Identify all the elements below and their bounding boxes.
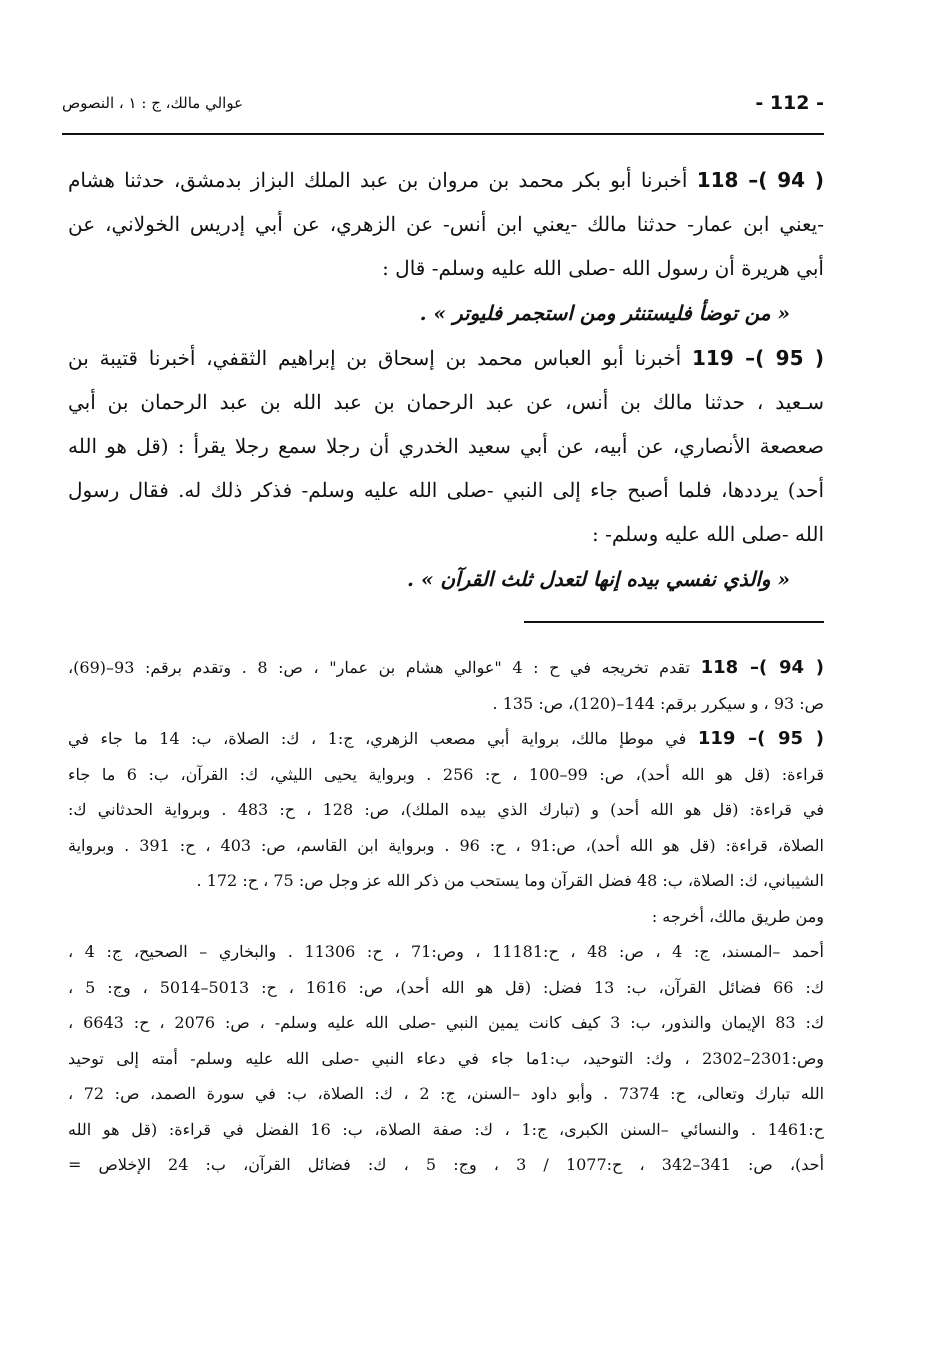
hadith-119 <box>68 336 824 602</box>
footnote-119 <box>68 721 824 1183</box>
body-line: أبي هريرة أن رسول الله -صلى الله عليه وسلم- قال : <box>382 256 824 280</box>
body-line: أحد) يرددها، فلما أصبح جاء إلى النبي -صلى الله عليه وسلم- فذكر ذلك له. فقال رسول <box>68 478 824 502</box>
footnote-line: أحد)، ص: 341–342 ، ح:1077 / 3 ، وج: 5 ، ك: فضائل القرآن، ب: 24 الإخلاص = <box>68 1155 824 1174</box>
body-line: الله -صلى الله عليه وسلم- : <box>592 522 824 546</box>
header-rule <box>62 133 824 135</box>
footnote-line: الشيباني، ك: الصلاة، ب: 48 فضل القرآن وما يستحب من ذكر الله عز وجل ص: 75 ، ح: 172 . <box>196 871 824 890</box>
body-line: -يعني ابن عمار- حدثنا مالك -يعني ابن أنس- عن الزهري، عن أبي إدريس الخولاني، عن <box>68 212 824 236</box>
footnote-line: ك: 83 الإيمان والنذور، ب: 3 كيف كانت يمين النبي -صلى الله عليه وسلم- ، ص: 2076 ، ح: 6643 ، <box>68 1013 824 1032</box>
text-line: أخبرنا أبو العباس محمد بن إسحاق بن إبراهيم الثقفي، أخبرنا قتيبة بن <box>68 346 682 370</box>
hadith-118 <box>68 158 824 336</box>
text-line: تقدم تخريجه في ح : 4 "عوالي هشام بن عمار" ، ص: 8 . وتقدم برقم: 93–(69)، <box>68 658 691 677</box>
footnote-line: الصلاة، قراءة: (قل هو الله أحد)، ص:91 ، ح: 96 . وبرواية ابن القاسم، ص: 403 ، ح: 391 . وبرواية <box>68 835 824 855</box>
footnote-number: 119 –( 95 ) <box>697 728 824 749</box>
footnote-line: في قراءة: (قل هو الله أحد) و (تبارك الذي بيده الملك)، ص: 128 ، ح: 483 . وبرواية الحدثاني ك: <box>68 800 824 819</box>
hadith-number: 118 –( 94 ) <box>696 168 824 192</box>
body-line <box>68 158 824 202</box>
footnote-118 <box>68 650 824 721</box>
footnotes <box>68 650 824 1183</box>
footnote-line <box>68 721 824 757</box>
footnote-line: ك: 66 فضائل القرآن، ب: 13 فضل: (قل هو الله أحد)، ص: 1616 ، ح: 5013–5014 ، وج: 5 ، <box>68 977 824 997</box>
footnote-number: 118 –( 94 ) <box>700 657 824 678</box>
hadith-number: 119 –( 95 ) <box>691 346 824 370</box>
body-line: صعصعة الأنصاري، عن أبيه، عن أبي سعيد الخدري أن رجلا سمع رجلا يقرأ : (قل هو الله <box>68 434 824 458</box>
footnote-line: الله تبارك وتعالى، ح: 7374 . وأبو داود –السنن، ج: 2 ، ك: الصلاة، ب: في سورة الصمد، ص: 72 ، <box>68 1084 824 1103</box>
prophetic-quote: « من توضأ فليستنثر ومن استجمر فليوتر » . <box>419 301 790 325</box>
footnote-line <box>68 650 824 686</box>
text-line: في موطإ مالك، برواية أبي مصعب الزهري، ج:1 ، ك: الصلاة، ب: 14 ما جاء في <box>68 729 687 748</box>
page-header <box>62 92 824 122</box>
prophetic-quote: « والذي نفسي بيده إنها لتعدل ثلث القرآن » . <box>407 567 790 591</box>
footnote-line: قراءة: (قل هو الله أحد)، ص: 99–100 ، ح: 256 . وبرواية يحيى الليثي، ك: القرآن، ب: 6 ما جاء <box>68 764 824 784</box>
running-title: عوالي مالك، ج : ١ ، النصوص <box>62 94 244 112</box>
main-text <box>68 158 824 602</box>
text-line: أخبرنا أبو بكر محمد بن مروان بن عبد الملك البزاز بدمشق، حدثنا هشام <box>68 168 688 192</box>
footnote-line: ص: 93 ، و سيكرر برقم: 144–(120)، ص: 135 . <box>492 693 824 713</box>
footnote-rule <box>524 621 824 623</box>
footnote-line: وص:2301–2302 ، وك: التوحيد، ب:1ما جاء في دعاء النبي -صلى الله عليه وسلم- أمته إلى توحيد <box>68 1048 824 1068</box>
page-number: - 112 - <box>755 92 824 114</box>
footnote-line: أحمد –المسند، ج: 4 ، ص: 48 ، ح:11181 ، وص:71 ، ح: 11306 . والبخاري – الصحيح، ج: 4 ، <box>68 942 824 961</box>
body-line: سـعيد ، حدثنا مالك بن أنس، عن عبد الرحمان بن عبد الله بن عبد الرحمان بن أبي <box>68 390 824 414</box>
footnote-line: ح:1461 . والنسائي –السنن الكبرى، ج:1 ، ك: صفة الصلاة، ب: 16 الفضل في قراءة: (قل هو الله <box>68 1119 824 1139</box>
body-line <box>68 336 824 380</box>
footnote-line: ومن طريق مالك، أخرجه : <box>651 906 824 926</box>
